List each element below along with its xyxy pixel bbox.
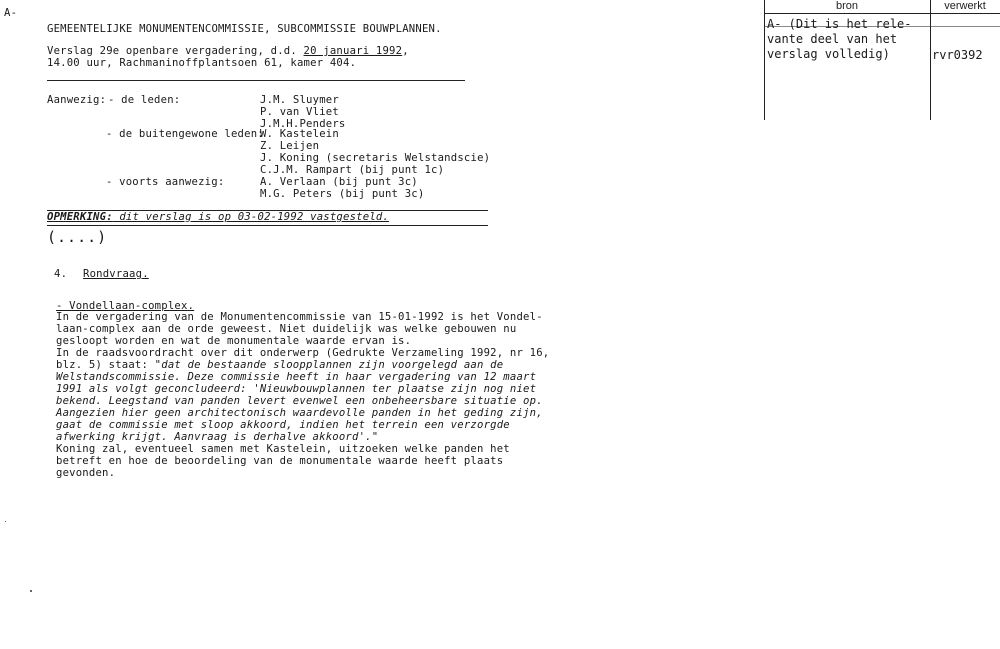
- quote-line: 1991 als volgt geconcludeerd: 'Nieuwbouwplannen ter plaatse zijn nog niet: [56, 383, 537, 395]
- col-bron-header: bron: [835, 0, 859, 12]
- quote-line: Aangezien hier geen architectonisch waardevolle panden in het geding zijn,: [56, 407, 543, 419]
- present-label: Aanwezig:: [47, 94, 107, 106]
- col-verwerkt-header: verwerkt: [944, 0, 986, 12]
- section-title: Rondvraag.: [83, 268, 149, 280]
- body-line-plain: blz. 5) staat: ": [56, 359, 162, 371]
- item-title-text: - Vondellaan-complex.: [56, 300, 195, 312]
- attendee-name: W. Kastelein: [260, 128, 339, 140]
- scan-speck: [5, 521, 6, 522]
- body-line: betreft en hoe de beoordeling van de monumentale waarde heeft plaats: [56, 455, 504, 467]
- body-line: [56, 359, 503, 371]
- meeting-line: [47, 45, 409, 57]
- meeting-date: 20 januari 1992: [303, 45, 403, 57]
- remark-label: OPMERKING:: [47, 211, 113, 223]
- source-note: [767, 17, 912, 62]
- attendee-name: Z. Leijen: [260, 140, 320, 152]
- scan-speck: [30, 590, 32, 592]
- corner-mark: A-: [4, 7, 18, 19]
- attendee-name: J. Koning (secretaris Welstandscie): [260, 152, 491, 164]
- meeting-suffix: ,: [402, 45, 409, 57]
- note-line: verslag volledig): [767, 47, 890, 61]
- document-title: GEMEENTELIJKE MONUMENTENCOMMISSIE, SUBCOMMISSIE BOUWPLANNEN.: [47, 23, 442, 35]
- note-line: A- (Dit is het rele-: [767, 17, 912, 31]
- processed-code: rvr0392: [932, 48, 983, 62]
- group-label-members: - de leden:: [108, 94, 181, 106]
- quote-text: dat de bestaande sloopplannen zijn voorgelegd aan de: [161, 359, 504, 371]
- body-line: In de raadsvoordracht over dit onderwerp (Gedrukte Verzameling 1992, nr 16,: [56, 347, 550, 359]
- attendee-name: J.M.H.Penders: [260, 118, 346, 130]
- body-line: laan-complex aan de orde geweest. Niet duidelijk was welke gebouwen nu: [56, 323, 517, 335]
- body-line: Koning zal, eventueel samen met Kastelein, uitzoeken welke panden het: [56, 443, 510, 455]
- note-line: vante deel van het: [767, 32, 898, 46]
- meeting-location: 14.00 uur, Rachmaninoffplantsoen 61, kamer 404.: [47, 57, 357, 69]
- attendee-name: J.M. Sluymer: [260, 94, 339, 106]
- body-line: In de vergadering van de Monumentencommissie van 15-01-1992 is het Vondel-: [56, 311, 543, 323]
- group-label-also-present: - voorts aanwezig:: [106, 176, 225, 188]
- ellipsis-marker: (....): [47, 228, 108, 246]
- remark-text: dit verslag is op 03-02-1992 vastgesteld.: [112, 211, 390, 223]
- body-line: gesloopt worden en wat de monumentale waarde ervan is.: [56, 335, 412, 347]
- group-label-extra-members: - de buitengewone leden:: [106, 128, 264, 140]
- remark: [47, 211, 389, 223]
- quote-line: afwerking krijgt. Aanvraag is derhalve akkoord'.": [56, 431, 379, 443]
- meeting-prefix: Verslag 29e openbare vergadering, d.d.: [47, 45, 304, 57]
- attendee-name: A. Verlaan (bij punt 3c): [260, 176, 418, 188]
- attendee-name: C.J.M. Rampart (bij punt 1c): [260, 164, 445, 176]
- quote-line: Welstandscommissie. Deze commissie heeft in haar vergadering van 12 maart: [56, 371, 537, 383]
- quote-line: gaat de commissie met sloop akkoord, indien het terrein een verzorgde: [56, 419, 510, 431]
- attendee-name: M.G. Peters (bij punt 3c): [260, 188, 425, 200]
- attendee-name: P. van Vliet: [260, 106, 339, 118]
- body-line: gevonden.: [56, 467, 116, 479]
- section-number: 4.: [54, 268, 68, 280]
- quote-line: bekend. Leegstand van panden levert evenwel een onbeheersbare situatie op.: [56, 395, 543, 407]
